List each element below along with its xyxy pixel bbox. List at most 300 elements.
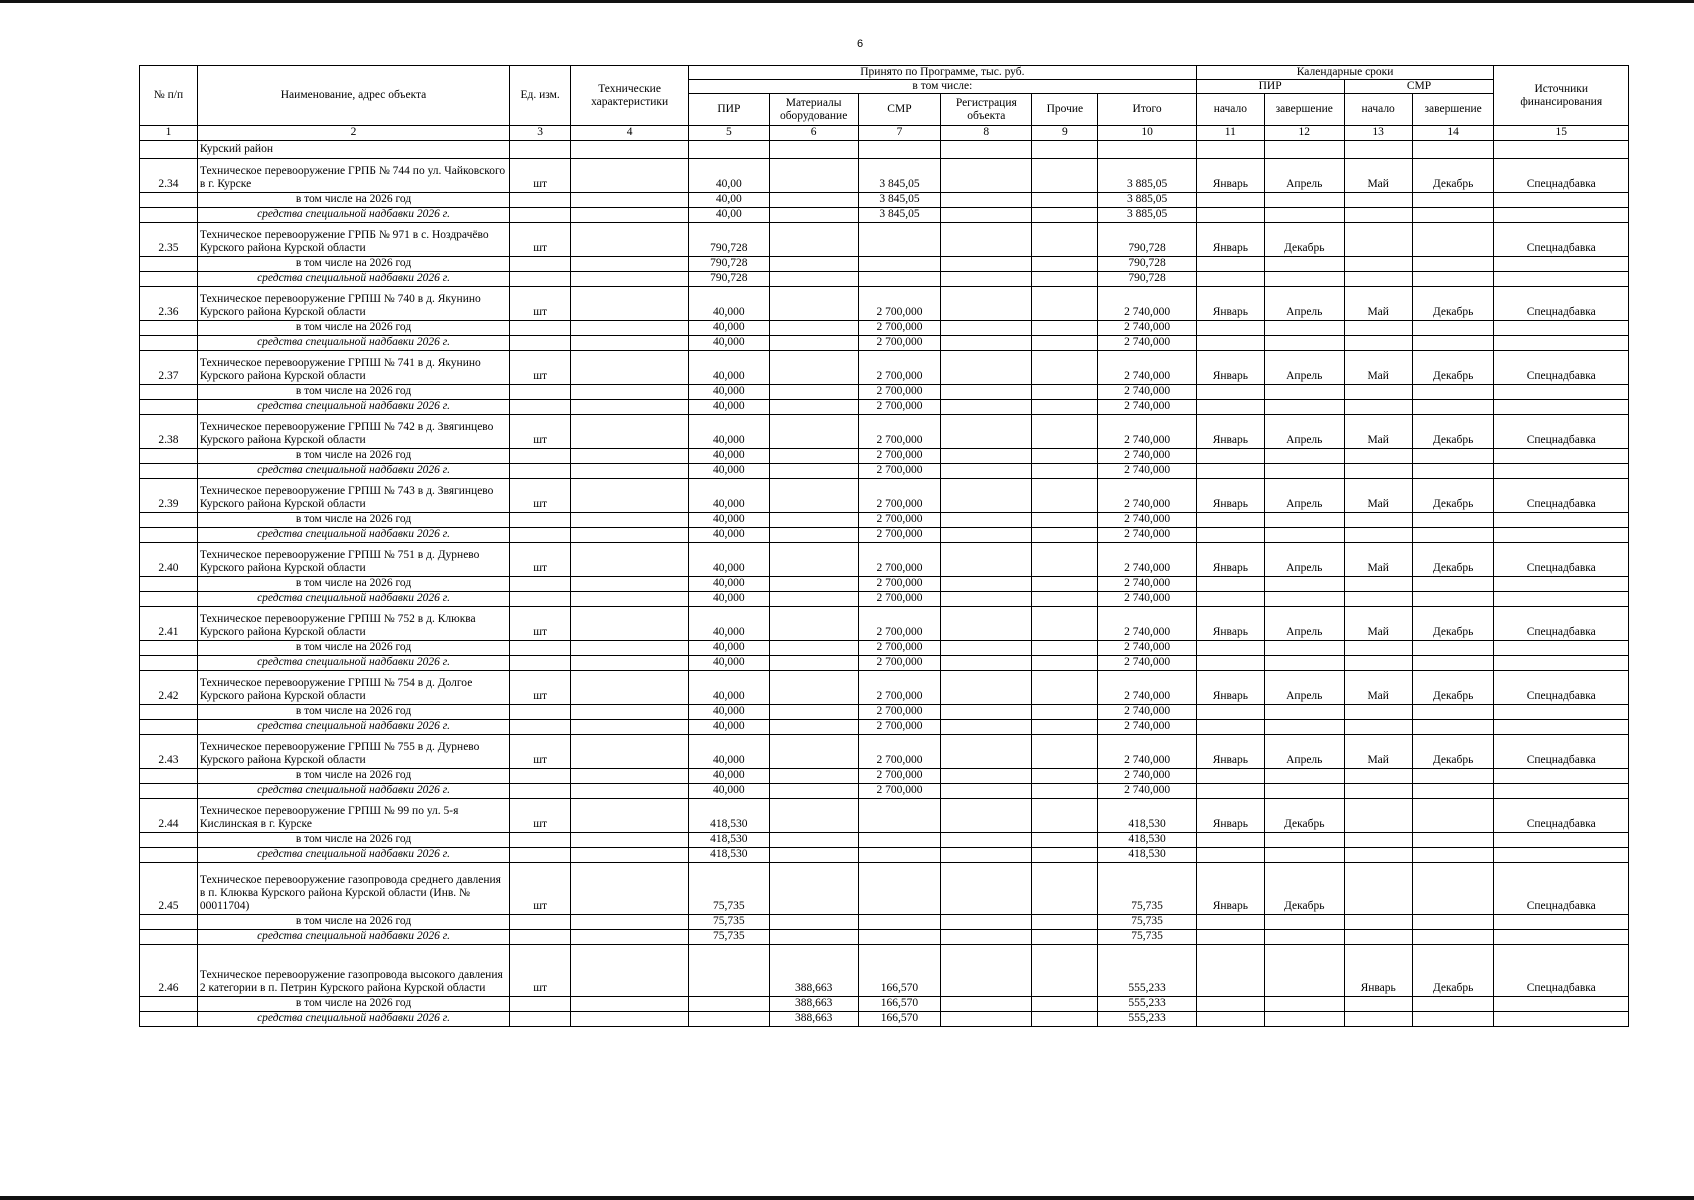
row-number: 2.42 [140,670,198,704]
registration-value [941,944,1032,996]
empty-cell [1412,448,1494,463]
object-name: Техническое перевооружение ГРПШ № 742 в д. Звягинцево Курского района Курской области [197,414,509,448]
scan-edge-bottom [0,1196,1694,1200]
smr-finish: Декабрь [1412,286,1494,320]
empty-cell [1494,256,1629,271]
other-value [1032,591,1098,606]
table-header [140,66,1629,141]
funds-subrow [140,847,1629,862]
unit-cell: шт [510,478,571,512]
smr-value: 2 700,000 [858,478,941,512]
unit-cell [510,591,571,606]
unit-cell: шт [510,670,571,704]
empty-cell [1412,832,1494,847]
empty-cell [1264,448,1344,463]
empty-cell [1264,996,1344,1011]
tech-cell [571,286,689,320]
smr-value: 2 700,000 [858,704,941,719]
smr-start: Май [1344,350,1412,384]
total-value: 418,530 [1098,798,1196,832]
empty-cell [1494,655,1629,670]
unit-cell [510,655,571,670]
other-value [1032,640,1098,655]
smr-value [858,271,941,286]
row-number: 2.46 [140,944,198,996]
table-row [140,944,1629,996]
total-value: 75,735 [1098,914,1196,929]
header-col-tech: Технические характеристики [571,66,689,126]
empty-cell [1344,384,1412,399]
smr-value: 2 700,000 [858,670,941,704]
column-number-row [140,126,1629,140]
subrow-label: средства специальной надбавки 2026 г. [197,1011,509,1026]
other-value [1032,399,1098,414]
empty-cell [1412,384,1494,399]
empty-cell [1264,512,1344,527]
pir-value: 40,000 [689,640,770,655]
empty-cell [1412,704,1494,719]
tech-cell [571,527,689,542]
other-value [1032,414,1098,448]
total-value: 2 740,000 [1098,591,1196,606]
empty-cell [1264,335,1344,350]
pir-value: 40,000 [689,670,770,704]
registration-value [941,1011,1032,1026]
empty-cell [1264,640,1344,655]
total-value: 2 740,000 [1098,478,1196,512]
total-value: 2 740,000 [1098,384,1196,399]
smr-finish [1412,222,1494,256]
empty-cell [1494,591,1629,606]
pir-finish: Апрель [1264,350,1344,384]
smr-finish: Декабрь [1412,734,1494,768]
total-value: 418,530 [1098,832,1196,847]
total-value: 2 740,000 [1098,704,1196,719]
subrow-label: средства специальной надбавки 2026 г. [197,719,509,734]
unit-cell: шт [510,414,571,448]
empty-cell [1344,1011,1412,1026]
funds-subrow [140,1011,1629,1026]
pir-start: Январь [1196,350,1264,384]
empty-cell [1412,591,1494,606]
total-value: 555,233 [1098,996,1196,1011]
empty-cell [1264,384,1344,399]
pir-finish: Декабрь [1264,798,1344,832]
smr-start [1344,222,1412,256]
tech-cell [571,576,689,591]
funds-subrow [140,591,1629,606]
unit-cell [510,1011,571,1026]
materials-value [769,320,858,335]
total-value: 2 740,000 [1098,399,1196,414]
empty-cell [1196,640,1264,655]
empty-cell [1344,399,1412,414]
empty-cell [1264,768,1344,783]
row-number [140,704,198,719]
row-number [140,783,198,798]
empty-cell [1264,591,1344,606]
empty-cell [1344,996,1412,1011]
empty-cell [1264,929,1344,944]
materials-value: 388,663 [769,1011,858,1026]
funding-source: Спецнадбавка [1494,478,1629,512]
unit-cell [510,704,571,719]
empty-cell [1196,576,1264,591]
row-number [140,591,198,606]
registration-value [941,783,1032,798]
smr-value [858,832,941,847]
empty-cell [1344,192,1412,207]
funding-source: Спецнадбавка [1494,286,1629,320]
empty-cell [1264,576,1344,591]
smr-value: 2 700,000 [858,414,941,448]
subrow-label: в том числе на 2026 год [197,704,509,719]
empty-cell [1344,847,1412,862]
tech-cell [571,192,689,207]
pir-finish: Декабрь [1264,862,1344,914]
object-name: Техническое перевооружение ГРПШ № 751 в д. Дурнево Курского района Курской области [197,542,509,576]
smr-value: 2 700,000 [858,719,941,734]
smr-finish: Декабрь [1412,944,1494,996]
funds-subrow [140,719,1629,734]
unit-cell: шт [510,798,571,832]
empty-cell [1196,719,1264,734]
other-value [1032,734,1098,768]
column-number: 4 [571,126,689,140]
total-value: 2 740,000 [1098,670,1196,704]
empty-cell [1494,1011,1629,1026]
empty-cell [1412,929,1494,944]
smr-value: 2 700,000 [858,640,941,655]
subrow-label: в том числе на 2026 год [197,512,509,527]
object-name: Техническое перевооружение ГРПБ № 971 в с. Ноздрачёво Курского района Курской области [197,222,509,256]
registration-value [941,271,1032,286]
pir-value: 40,000 [689,384,770,399]
header-including: в том числе: [689,80,1197,94]
subrow-label: средства специальной надбавки 2026 г. [197,335,509,350]
smr-value: 2 700,000 [858,655,941,670]
table-row [140,414,1629,448]
smr-start: Май [1344,542,1412,576]
pir-start: Январь [1196,158,1264,192]
materials-value [769,384,858,399]
other-value [1032,1011,1098,1026]
total-value: 2 740,000 [1098,512,1196,527]
other-value [1032,512,1098,527]
tech-cell [571,448,689,463]
smr-value: 2 700,000 [858,320,941,335]
empty-cell [1264,719,1344,734]
unit-cell [510,832,571,847]
tech-cell [571,847,689,862]
registration-value [941,512,1032,527]
empty-cell [1196,783,1264,798]
smr-start: Май [1344,158,1412,192]
empty-cell [1264,704,1344,719]
empty-cell [1344,320,1412,335]
row-number: 2.45 [140,862,198,914]
empty-cell [1412,719,1494,734]
funds-subrow [140,335,1629,350]
funding-source: Спецнадбавка [1494,542,1629,576]
unit-cell: шт [510,286,571,320]
empty-cell [1344,207,1412,222]
pir-value: 40,000 [689,414,770,448]
object-name: Техническое перевооружение ГРПШ № 755 в д. Дурнево Курского района Курской области [197,734,509,768]
pir-value: 790,728 [689,256,770,271]
unit-cell [510,192,571,207]
pir-value: 418,530 [689,847,770,862]
total-value: 2 740,000 [1098,542,1196,576]
other-value [1032,783,1098,798]
empty-cell [1494,512,1629,527]
subrow-label: в том числе на 2026 год [197,640,509,655]
pir-value: 40,000 [689,606,770,640]
empty-cell [1494,783,1629,798]
empty-cell [1344,719,1412,734]
smr-value [858,862,941,914]
row-number [140,929,198,944]
materials-value [769,576,858,591]
table-row [140,222,1629,256]
row-number [140,847,198,862]
row-number: 2.35 [140,222,198,256]
tech-cell [571,655,689,670]
smr-value: 166,570 [858,1011,941,1026]
tech-cell [571,222,689,256]
empty-cell [1412,914,1494,929]
table-row [140,478,1629,512]
other-value [1032,256,1098,271]
empty-cell [1196,448,1264,463]
pir-finish: Апрель [1264,478,1344,512]
materials-value [769,399,858,414]
smr-finish: Декабрь [1412,158,1494,192]
registration-value [941,207,1032,222]
header-other: Прочие [1032,94,1098,126]
empty-cell [1196,1011,1264,1026]
materials-value [769,670,858,704]
funding-source: Спецнадбавка [1494,606,1629,640]
empty-cell [1494,704,1629,719]
registration-value [941,542,1032,576]
smr-value: 3 845,05 [858,192,941,207]
smr-value: 2 700,000 [858,591,941,606]
row-number [140,1011,198,1026]
row-number: 2.40 [140,542,198,576]
unit-cell [510,335,571,350]
other-value [1032,384,1098,399]
registration-value [941,478,1032,512]
pir-finish: Апрель [1264,286,1344,320]
empty-cell [1344,463,1412,478]
object-name: Техническое перевооружение ГРПШ № 754 в д. Долгое Курского района Курской области [197,670,509,704]
pir-value: 75,735 [689,914,770,929]
smr-value: 166,570 [858,944,941,996]
pir-start: Январь [1196,798,1264,832]
row-number [140,996,198,1011]
unit-cell: шт [510,862,571,914]
pir-start: Январь [1196,222,1264,256]
empty-cell [1412,207,1494,222]
subrow-label: средства специальной надбавки 2026 г. [197,463,509,478]
materials-value [769,783,858,798]
total-value: 2 740,000 [1098,448,1196,463]
empty-cell [1412,576,1494,591]
unit-cell [510,256,571,271]
pir-value: 40,000 [689,783,770,798]
total-value: 3 885,05 [1098,192,1196,207]
empty-cell [1196,320,1264,335]
table-body [140,140,1629,1026]
header-smr-start: начало [1344,94,1412,126]
total-value: 2 740,000 [1098,350,1196,384]
registration-value [941,606,1032,640]
pir-value: 40,00 [689,207,770,222]
empty-cell [1196,463,1264,478]
unit-cell: шт [510,350,571,384]
other-value [1032,222,1098,256]
unit-cell: шт [510,158,571,192]
materials-value [769,914,858,929]
materials-value [769,527,858,542]
header-smr: СМР [858,94,941,126]
table-row [140,606,1629,640]
column-number: 6 [769,126,858,140]
empty-cell [1344,832,1412,847]
column-number: 2 [197,126,509,140]
empty-cell [1196,527,1264,542]
pir-value: 40,00 [689,192,770,207]
total-value: 790,728 [1098,256,1196,271]
scan-edge-top [0,0,1694,3]
pir-finish: Апрель [1264,606,1344,640]
subrow-label: средства специальной надбавки 2026 г. [197,783,509,798]
row-number [140,719,198,734]
tech-cell [571,798,689,832]
row-number [140,256,198,271]
other-value [1032,670,1098,704]
pir-start: Январь [1196,286,1264,320]
registration-value [941,158,1032,192]
registration-value [941,527,1032,542]
empty-cell [1494,832,1629,847]
empty-cell [1412,783,1494,798]
registration-value [941,929,1032,944]
registration-value [941,670,1032,704]
funding-source: Спецнадбавка [1494,944,1629,996]
header-accepted: Принято по Программе, тыс. руб. [689,66,1197,80]
subrow-label: в том числе на 2026 год [197,256,509,271]
empty-cell [1344,929,1412,944]
materials-value [769,734,858,768]
empty-cell [1494,399,1629,414]
other-value [1032,798,1098,832]
pir-start: Январь [1196,606,1264,640]
smr-value [858,914,941,929]
empty-cell [1264,320,1344,335]
empty-cell [1344,527,1412,542]
table-row [140,350,1629,384]
empty-cell [1196,768,1264,783]
object-name: Техническое перевооружение ГРПШ № 752 в д. Клюква Курского района Курской области [197,606,509,640]
materials-value [769,606,858,640]
pir-finish: Апрель [1264,734,1344,768]
empty-cell [1344,335,1412,350]
empty-cell [1412,996,1494,1011]
smr-finish: Декабрь [1412,542,1494,576]
column-number: 11 [1196,126,1264,140]
table-row [140,862,1629,914]
funding-source: Спецнадбавка [1494,862,1629,914]
page-number: 6 [856,38,864,50]
total-value: 2 740,000 [1098,606,1196,640]
registration-value [941,862,1032,914]
empty-cell [1196,704,1264,719]
pir-value [689,944,770,996]
tech-cell [571,591,689,606]
smr-value: 2 700,000 [858,384,941,399]
empty-cell [1264,832,1344,847]
registration-value [941,320,1032,335]
registration-value [941,335,1032,350]
subrow-label: средства специальной надбавки 2026 г. [197,399,509,414]
empty-cell [1344,256,1412,271]
other-value [1032,463,1098,478]
funds-subrow [140,463,1629,478]
materials-value [769,798,858,832]
header-registration: Регистрация объекта [941,94,1032,126]
empty-cell [1412,847,1494,862]
row-number: 2.41 [140,606,198,640]
table-row [140,734,1629,768]
empty-cell [1264,847,1344,862]
empty-cell [1494,463,1629,478]
registration-value [941,414,1032,448]
other-value [1032,862,1098,914]
registration-value [941,286,1032,320]
total-value: 555,233 [1098,1011,1196,1026]
year-subrow [140,996,1629,1011]
unit-cell: шт [510,222,571,256]
funding-source: Спецнадбавка [1494,222,1629,256]
row-number [140,655,198,670]
empty-cell [1196,929,1264,944]
header-col-name: Наименование, адрес объекта [197,66,509,126]
empty-cell [1344,512,1412,527]
smr-start: Май [1344,286,1412,320]
empty-cell [1412,1011,1494,1026]
year-subrow [140,192,1629,207]
year-subrow [140,640,1629,655]
row-number [140,463,198,478]
row-number [140,914,198,929]
row-number [140,640,198,655]
year-subrow [140,768,1629,783]
empty-cell [1196,384,1264,399]
materials-value [769,719,858,734]
registration-value [941,448,1032,463]
tech-cell [571,783,689,798]
subrow-label: средства специальной надбавки 2026 г. [197,207,509,222]
unit-cell [510,527,571,542]
header-materials: Материалы оборудование [769,94,858,126]
smr-value: 2 700,000 [858,527,941,542]
subrow-label: средства специальной надбавки 2026 г. [197,271,509,286]
year-subrow [140,512,1629,527]
empty-cell [1196,914,1264,929]
other-value [1032,286,1098,320]
